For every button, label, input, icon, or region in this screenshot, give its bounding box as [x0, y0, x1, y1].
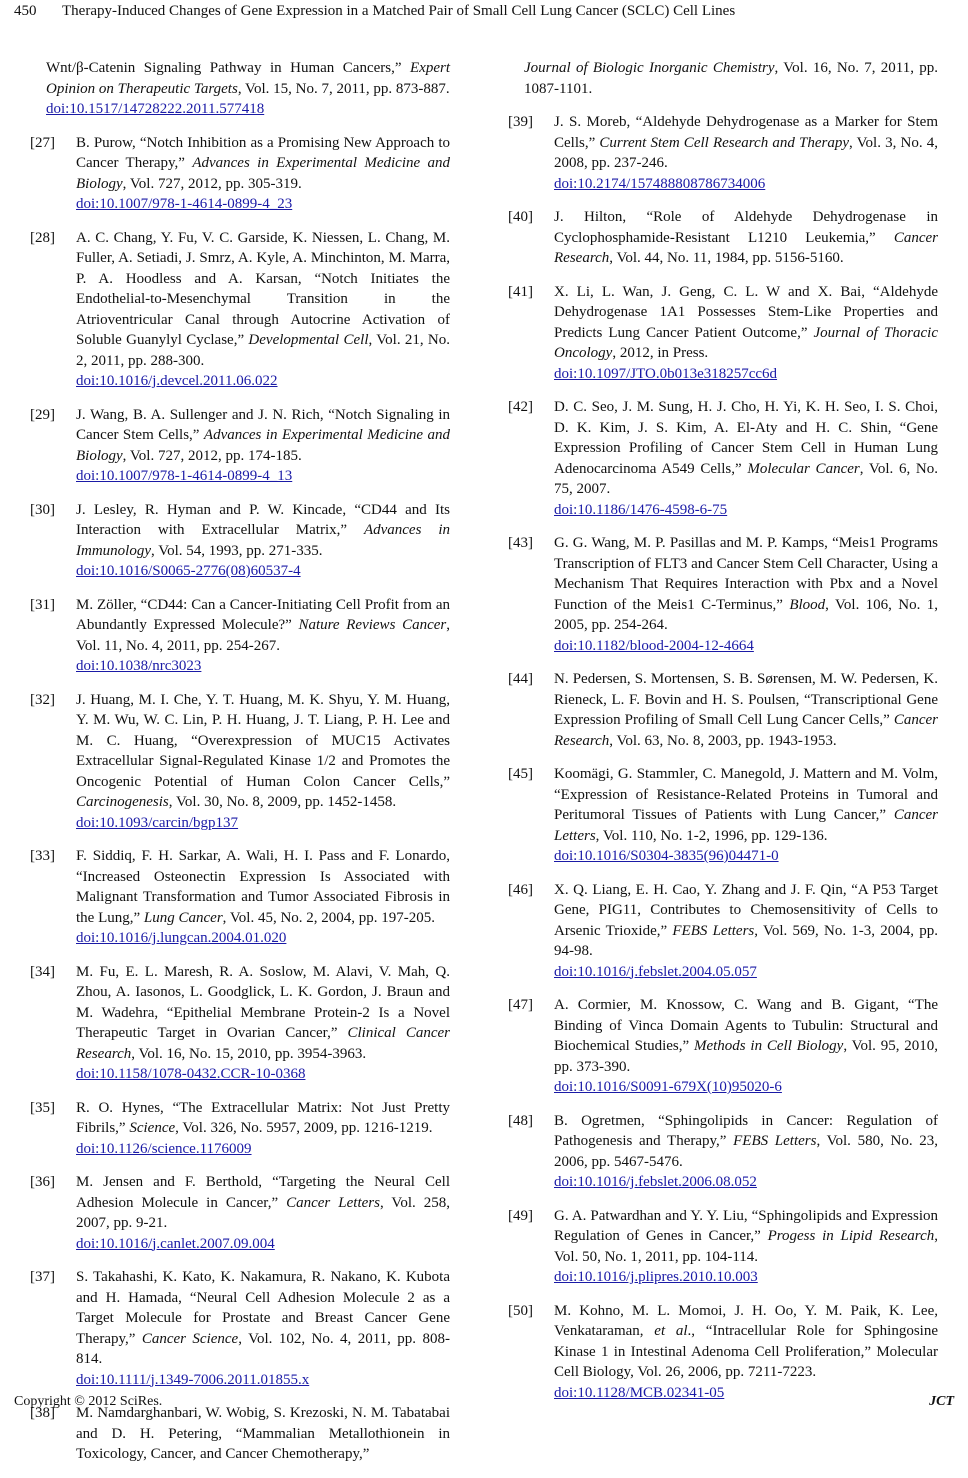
doi-link[interactable]: doi:10.1517/14728222.2011.577418	[46, 101, 265, 117]
reference-text	[524, 58, 938, 99]
reference-number: [34]	[30, 963, 55, 980]
reference-details: , Vol. 50, No. 1, 2011, pp. 104-114.	[554, 1228, 938, 1265]
reference-details: , Vol. 54, 1993, pp. 271-335.	[151, 542, 323, 559]
reference-text	[76, 595, 450, 677]
reference-number: [28]	[30, 229, 55, 246]
doi-link[interactable]: doi:10.1016/S0304-3835(96)04471-0	[554, 848, 779, 864]
reference-number: [48]	[508, 1112, 533, 1129]
reference-number: [44]	[508, 671, 533, 687]
reference-number: [50]	[508, 1302, 533, 1319]
doi-link[interactable]: doi:10.1158/1078-0432.CCR-10-0368	[76, 1066, 306, 1082]
reference-entry	[508, 764, 938, 867]
reference-authors-title: B. Ogretmen, “Sphingolipids in Cancer: Regulation of Pathogenesis and Therapy,”	[554, 1112, 938, 1149]
reference-source: Progess in Lipid Research	[767, 1228, 935, 1244]
reference-authors-title: B. Purow, “Notch Inhibition as a Promising New Approach to Cancer Therapy,”	[76, 134, 450, 171]
reference-entry	[30, 58, 450, 120]
reference-source: Cancer Research	[554, 229, 938, 266]
doi-link[interactable]: doi:10.1186/1476-4598-6-75	[554, 501, 728, 518]
reference-authors-title: J. Lesley, R. Hyman and P. W. Kincade, “CD44 and Its Interaction with Extracellular Matrix,”	[76, 501, 450, 538]
reference-details: , Vol. 580, No. 23, 2006, pp. 5467-5476.	[554, 1133, 938, 1170]
reference-source: Developmental Cell	[248, 332, 369, 348]
reference-details: , Vol. 63, No. 8, 2003, pp. 1943-1953.	[609, 732, 837, 749]
reference-authors-title: A. C. Chang, Y. Fu, V. C. Garside, K. Niessen, L. Chang, M. Fuller, A. Setiadi, J. Smrz, A. Kyle, A. Minchinton, M. Marra, P. A. Hoodless and A. Karsan, “Notch Initiates the Endothelial-to-Mesenchymal Transition in the Atrioventricular Canal through Autocrine Activation of Soluble Guanylyl Cyclase,”	[76, 229, 450, 348]
reference-details: , Vol. 95, 2010, pp. 373-390.	[554, 1038, 938, 1075]
reference-text	[76, 1172, 450, 1254]
reference-details: , Vol. 15, No. 7, 2011, pp. 873-887.	[237, 80, 450, 97]
reference-source: Current Stem Cell Research and Therapy	[599, 134, 850, 151]
reference-text	[76, 846, 450, 949]
reference-source: Cancer Research	[554, 712, 938, 749]
reference-entry	[30, 405, 450, 487]
reference-text	[46, 58, 450, 120]
reference-text	[76, 962, 450, 1085]
reference-details: ., “Intracellular Role for Sphingosine Kinase 1 in Intestinal Adenoma Cell Proliferation,” Molecular Cell Biology, Vol. 26, 2006, pp. 7211-7223.	[554, 1323, 938, 1380]
reference-text	[76, 1267, 450, 1390]
reference-details: , 2012, in Press.	[612, 345, 709, 361]
reference-text	[554, 207, 938, 269]
reference-text	[76, 405, 450, 487]
doi-link[interactable]: doi:10.1038/nrc3023	[76, 658, 202, 674]
reference-authors-title: J. Wang, B. A. Sullenger and J. N. Rich, “Notch Signaling in Cancer Stem Cells,”	[76, 406, 450, 443]
doi-link[interactable]: doi:10.1126/science.1176009	[76, 1140, 252, 1157]
reference-text	[76, 133, 450, 215]
reference-entry	[508, 1301, 938, 1404]
reference-entry	[508, 995, 938, 1098]
reference-authors-title: J. S. Moreb, “Aldehyde Dehydrogenase as a Marker for Stem Cells,”	[554, 114, 938, 151]
reference-number: [27]	[30, 134, 55, 151]
reference-entry	[508, 207, 938, 269]
reference-authors-title: R. O. Hynes, “The Extracellular Matrix: Not Just Pretty Fibrils,”	[76, 1099, 450, 1136]
reference-entry	[30, 595, 450, 677]
reference-source: Blood	[789, 596, 826, 613]
reference-entry	[508, 58, 938, 99]
reference-number: [29]	[30, 406, 55, 423]
reference-entry	[508, 1111, 938, 1193]
doi-link[interactable]: doi:10.1016/j.plipres.2010.10.003	[554, 1269, 758, 1285]
running-title: Therapy-Induced Changes of Gene Expression in a Matched Pair of Small Cell Lung Cancer (SCLC) Cell Lines	[62, 3, 736, 19]
reference-number: [41]	[508, 283, 533, 300]
doi-link[interactable]: doi:10.1182/blood-2004-12-4664	[554, 637, 754, 654]
reference-number: [38]	[30, 1405, 55, 1421]
reference-text	[554, 397, 938, 520]
reference-number: [39]	[508, 114, 533, 130]
reference-details: , Vol. 6, No. 75, 2007.	[554, 460, 938, 497]
reference-entry	[508, 112, 938, 194]
doi-link[interactable]: doi:10.1007/978-1-4614-0899-4_13	[76, 468, 293, 484]
reference-text	[554, 1111, 938, 1193]
reference-number: [31]	[30, 596, 55, 613]
reference-text	[76, 228, 450, 392]
reference-entry	[30, 1267, 450, 1390]
reference-source: Methods in Cell Biology	[693, 1038, 844, 1054]
page-footer	[14, 1393, 954, 1411]
reference-details: , Vol. 326, No. 5957, 2009, pp. 1216-1219.	[175, 1120, 433, 1136]
reference-authors-title: J. Hilton, “Role of Aldehyde Dehydrogenase in Cyclophosphamide-Resistant L1210 Leukemia,”	[554, 209, 938, 246]
reference-entry	[30, 846, 450, 949]
reference-number: [36]	[30, 1174, 55, 1190]
reference-entry	[30, 500, 450, 582]
reference-number: [30]	[30, 501, 55, 518]
reference-entry	[30, 133, 450, 215]
doi-link[interactable]: doi:10.1007/978-1-4614-0899-4_23	[76, 196, 293, 212]
reference-authors-title: X. Li, L. Wan, J. Geng, C. L. W and X. Bai, “Aldehyde Dehydrogenase 1A1 Possesses Stem-Like Properties and Predicts Lung Cancer Patient Outcome,”	[554, 283, 938, 341]
reference-entry	[30, 1172, 450, 1254]
reference-source: Advances in Immunology	[76, 522, 450, 559]
reference-details: , Vol. 106, No. 1, 2005, pp. 254-264.	[554, 596, 938, 633]
page-header	[0, 0, 968, 22]
reference-text	[554, 995, 938, 1098]
reference-source: Lung Cancer	[143, 909, 223, 926]
reference-number: [43]	[508, 535, 533, 551]
reference-source: FEBS Letters	[672, 922, 755, 939]
reference-entry	[30, 1098, 450, 1160]
reference-details: , Vol. 258, 2007, pp. 9-21.	[76, 1194, 451, 1231]
reference-entry	[508, 1206, 938, 1288]
reference-source: Molecular Cancer	[747, 460, 860, 477]
reference-authors-title: J. Huang, M. I. Che, Y. T. Huang, M. K. Shyu, Y. M. Huang, Y. M. Wu, W. C. Lin, P. H. Huang, J. T. Liang, P. H. Lee and M. C. Huang, “Overexpression of MUC15 Activates Extracellular Signal-Regulated Kinase 1/2 and Promotes the Oncogenic Potential of Human Colon Cancer Cells,”	[76, 691, 450, 790]
reference-entry	[30, 1403, 450, 1465]
reference-number: [32]	[30, 691, 55, 708]
reference-authors-title: Wnt/β-Catenin Signaling Pathway in Human Cancers,”	[46, 60, 411, 76]
reference-authors-title: N. Pedersen, S. Mortensen, S. B. Sørensen, M. W. Pedersen, K. Rieneck, L. F. Bovin and H. S. Poulsen, “Transcriptional Gene Expression Profiling of Small Cell Lung Cancer Cells,”	[554, 671, 938, 728]
reference-text	[76, 1403, 450, 1465]
reference-text	[76, 690, 450, 834]
reference-entry	[508, 397, 938, 520]
doi-link[interactable]: doi:10.1016/S0091-679X(10)95020-6	[554, 1079, 782, 1095]
reference-entry	[30, 962, 450, 1085]
reference-authors-title: G. A. Patwardhan and Y. Y. Liu, “Sphingolipids and Expression Regulation of Genes in Cancer,”	[554, 1207, 938, 1244]
reference-source: et al	[654, 1323, 688, 1339]
doi-link[interactable]: doi:10.1016/S0065-2776(08)60537-4	[76, 563, 301, 579]
reference-authors-title: X. Q. Liang, E. H. Cao, Y. Zhang and J. F. Qin, “A P53 Target Gene, PIG11, Contributes to Chemosensitivity of Cells to Arsenic Trioxide,”	[554, 881, 938, 939]
reference-text	[554, 112, 938, 194]
reference-authors-title: M. Zöller, “CD44: Can a Cancer-Initiating Cell Profit from an Abundantly Expressed Molecule?”	[76, 596, 450, 633]
reference-details: , Vol. 45, No. 2, 2004, pp. 197-205.	[222, 909, 436, 926]
reference-source: Advances in Experimental Medicine and Biology	[76, 427, 450, 464]
reference-authors-title: S. Takahashi, K. Kato, K. Nakamura, R. Nakano, K. Kubota and H. Hamada, “Neural Cell Adhesion Molecule 2 as a Target Molecule for Prostate and Breast Cancer Gene Therapy,”	[76, 1269, 450, 1347]
reference-details: , Vol. 3, No. 4, 2008, pp. 237-246.	[554, 134, 938, 171]
reference-number: [49]	[508, 1207, 533, 1224]
doi-link[interactable]: doi:10.1097/JTO.0b013e318257cc6d	[554, 365, 778, 382]
reference-details: , Vol. 16, No. 7, 2011, pp. 1087-1101.	[524, 60, 939, 97]
doi-link[interactable]: doi:10.1016/j.devcel.2011.06.022	[76, 373, 278, 389]
reference-number: [40]	[508, 209, 533, 225]
reference-source: Cancer Letters	[286, 1194, 380, 1211]
reference-details: , Vol. 727, 2012, pp. 305-319.	[122, 175, 302, 192]
reference-authors-title: M. Namdarghanbari, W. Wobig, S. Krezoski, N. M. Tabatabai and D. H. Petering, “Mammalian Metallothionein in Toxicology, Cancer, and Cancer Chemotherapy,”	[76, 1405, 450, 1462]
reference-number: [46]	[508, 881, 533, 898]
reference-source: Journal of Thoracic Oncology	[554, 324, 939, 361]
reference-number: [33]	[30, 848, 55, 864]
doi-link[interactable]: doi:10.2174/157488808786734006	[554, 175, 766, 192]
doi-link[interactable]: doi:10.1016/j.canlet.2007.09.004	[76, 1235, 275, 1252]
reference-text	[554, 1301, 938, 1404]
reference-authors-title: M. Jensen and F. Berthold, “Targeting the Neural Cell Adhesion Molecule in Cancer,”	[76, 1174, 450, 1211]
right-column	[508, 58, 938, 1416]
doi-link[interactable]: doi:10.1093/carcin/bgp137	[76, 814, 239, 831]
doi-link[interactable]: doi:10.1016/j.febslet.2004.05.057	[554, 963, 757, 980]
doi-link[interactable]: doi:10.1111/j.1349-7006.2011.01855.x	[76, 1371, 310, 1388]
left-column	[30, 58, 450, 1478]
reference-source: Expert Opinion on Therapeutic Targets	[46, 60, 450, 97]
reference-number: [35]	[30, 1099, 55, 1116]
reference-text	[554, 669, 938, 751]
reference-entry	[30, 690, 450, 834]
reference-authors-title: Koomägi, G. Stammler, C. Manegold, J. Mattern and M. Volm, “Expression of Resistance-Related Proteins in Tumoral and Peritumoral Tissues of Patients with Lung Cancer,”	[554, 766, 938, 823]
reference-authors-title: G. G. Wang, M. P. Pasillas and M. P. Kamps, “Meis1 Programs Transcription of FLT3 and Cancer Stem Cell Character, Using a Mechanism That Requires Interaction with Pbx and a Novel Function of the Meis1 C-Terminus,”	[554, 535, 938, 613]
reference-authors-title: M. Kohno, M. L. Momoi, J. H. Oo, Y. M. Paik, K. Lee, Venkataraman,	[554, 1302, 938, 1339]
reference-source: Carcinogenesis	[76, 794, 169, 810]
reference-entry	[508, 533, 938, 656]
reference-entry	[508, 669, 938, 751]
reference-details: , Vol. 569, No. 1-3, 2004, pp. 94-98.	[554, 922, 939, 959]
doi-link[interactable]: doi:10.1016/j.febslet.2006.08.052	[554, 1174, 757, 1190]
reference-text	[554, 880, 938, 983]
reference-details: , Vol. 21, No. 2, 2011, pp. 288-300.	[76, 332, 451, 369]
reference-details: , Vol. 110, No. 1-2, 1996, pp. 129-136.	[595, 827, 828, 844]
reference-text	[554, 282, 938, 385]
reference-source: Nature Reviews Cancer	[298, 617, 447, 633]
reference-text	[554, 533, 938, 656]
doi-link[interactable]: doi:10.1128/MCB.02341-05	[554, 1384, 725, 1401]
reference-authors-title: M. Fu, E. L. Maresh, R. A. Soslow, M. Alavi, V. Mah, Q. Zhou, A. Iasonos, L. Goodglick, L. K. Gordon, J. Braun and M. Wadehra, “Epithelial Membrane Protein-2 Is a Novel Therapeutic Target in Ovarian Cancer,”	[76, 963, 450, 1041]
reference-entry	[30, 228, 450, 392]
journal-abbreviation: JCT	[929, 1394, 954, 1409]
reference-details: , Vol. 102, No. 4, 2011, pp. 808-814.	[76, 1330, 450, 1367]
reference-source: Journal of Biologic Inorganic Chemistry	[524, 60, 775, 76]
reference-details: , Vol. 727, 2012, pp. 174-185.	[122, 447, 302, 464]
reference-entry	[508, 880, 938, 983]
reference-details: , Vol. 16, No. 15, 2010, pp. 3954-3963.	[131, 1045, 367, 1062]
reference-entry	[508, 282, 938, 385]
reference-number: [45]	[508, 766, 533, 782]
copyright-notice: Copyright © 2012 SciRes.	[14, 1394, 163, 1409]
doi-link[interactable]: doi:10.1016/j.lungcan.2004.01.020	[76, 930, 287, 946]
reference-source: Clinical Cancer Research	[76, 1025, 451, 1062]
reference-text	[76, 1098, 450, 1160]
reference-number: [47]	[508, 997, 533, 1013]
reference-text	[76, 500, 450, 582]
reference-details: , Vol. 11, No. 4, 2011, pp. 254-267.	[76, 617, 450, 654]
reference-text	[554, 764, 938, 867]
reference-number: [37]	[30, 1269, 55, 1285]
reference-details: , Vol. 30, No. 8, 2009, pp. 1452-1458.	[168, 794, 397, 810]
page-number: 450	[14, 3, 37, 19]
reference-authors-title: F. Siddiq, F. H. Sarkar, A. Wali, H. I. Pass and F. Lonardo, “Increased Osteonectin Expression Is Associated with Malignant Transformation and Tumor Associated Fibrosis in the Lung,”	[76, 848, 450, 926]
reference-source: Cancer Letters	[554, 807, 938, 844]
reference-text	[554, 1206, 938, 1288]
reference-details: , Vol. 44, No. 11, 1984, pp. 5156-5160.	[609, 250, 844, 266]
reference-authors-title: A. Cormier, M. Knossow, C. Wang and B. Gigant, “The Binding of Vinca Domain Agents to Tubulin: Structural and Biochemical Studies,”	[554, 997, 938, 1054]
reference-number: [42]	[508, 399, 533, 415]
reference-authors-title: D. C. Seo, J. M. Sung, H. J. Cho, H. Yi, K. H. Seo, I. S. Choi, D. K. Kim, J. S. Kim, A. El-Aty and H. C. Shin, “Gene Expression Profiling of Cancer Stem Cell in Human Lung Adenocarcinoma A549 Cells,”	[554, 399, 938, 477]
reference-source: Advances in Experimental Medicine and Biology	[76, 155, 450, 192]
reference-source: Science	[129, 1120, 176, 1136]
reference-source: Cancer Science	[141, 1330, 239, 1347]
reference-source: FEBS Letters	[733, 1133, 817, 1149]
